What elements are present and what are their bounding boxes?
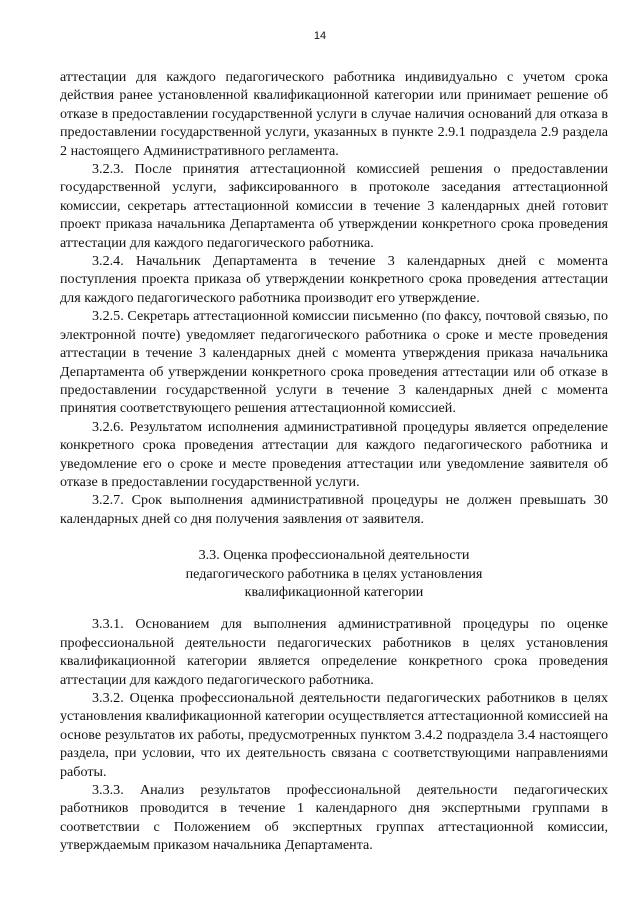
section-heading-line: 3.3. Оценка профессиональной деятельности [198, 547, 470, 564]
paragraph-3-2-3: 3.2.3. После принятия аттестационной комиссией решения о предоставлении государственной услуги, зафиксированного в протоколе заседания аттестационной комиссии, секретарь аттестационной комиссии в течение 3 календарных дней готовит проект приказа начальника Департамента об утверждении конкретного срока проведения аттестации для каждого педагогического работника. [60, 161, 608, 251]
paragraph-3-3-1: 3.3.1. Основанием для выполнения административной процедуры по оценке профессиональной деятельности педагогических работников в целях установления квалификационной категории является определение конкретного срока проведения аттестации для каждого педагогического работника. [60, 616, 608, 688]
paragraph-3-3-3: 3.3.3. Анализ результатов профессиональной деятельности педагогических работников проводится в течение 1 календарного дня экспертными группами в соответствии с Положением об экспертных группах аттестационной комиссии, утверждаемым приказом начальника Департамента. [60, 782, 608, 854]
paragraph-3-2-5: 3.2.5. Секретарь аттестационной комиссии письменно (по факсу, почтовой связью, по электронной почте) уведомляет педагогического работника о сроке и месте проведения аттестации в течение 3 календарных дней с момента утверждения приказа начальника Департамента об утверждении конкретного срока проведения аттестации или об отказе в предоставлении государственной услуги в течение 3 календарных дней с момента принятия соответствующего решения аттестационной комиссией. [60, 308, 608, 417]
section-heading-3-3 [60, 546, 608, 601]
page-number: 14 [313, 30, 327, 42]
paragraph-3-2-6: 3.2.6. Результатом исполнения административной процедуры является определение конкретного срока проведения аттестации для каждого педагогического работника и уведомление его о сроке и месте проведения аттестации или уведомление заявителя об отказе в предоставлении государственной услуги. [60, 418, 608, 490]
document-body [60, 68, 608, 855]
paragraph-continuation: аттестации для каждого педагогического работника индивидуально с учетом срока действия ранее установленной квалификационной категории или принимает решение об отказе в предоставлении государственной услуги в случае наличия оснований для отказа в предоставлении государственной услуги, указанных в пункте 2.9.1 подраздела 2.9 раздела 2 настоящего Административного регламента. [60, 69, 608, 159]
paragraph-3-2-7: 3.2.7. Срок выполнения административной процедуры не должен превышать 30 календарных дней со дня получения заявления от заявителя. [60, 492, 608, 527]
paragraph-3-3-2: 3.3.2. Оценка профессиональной деятельности педагогических работников в целях установления квалификационной категории осуществляется аттестационной комиссией на основе результатов их работы, предусмотренных пунктом 3.4.2 подраздела 3.4 настоящего раздела, при условии, что их деятельность связана с соответствующими направлениями работы. [60, 690, 608, 780]
section-heading-line: квалификационной категории [244, 583, 424, 600]
paragraph-3-2-4: 3.2.4. Начальник Департамента в течение 3 календарных дней с момента поступления проекта приказа об утверждении конкретного срока проведения аттестации для каждого педагогического работника производит его утверждение. [60, 253, 608, 306]
section-heading-line: педагогического работника в целях установления [185, 565, 483, 582]
